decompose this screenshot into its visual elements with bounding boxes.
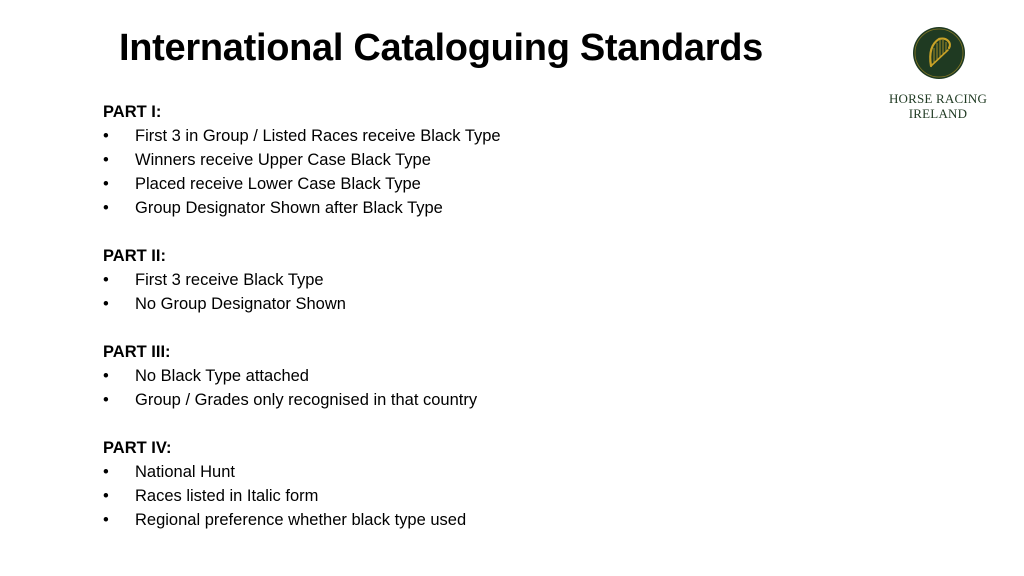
horse-racing-ireland-logo — [868, 24, 1008, 124]
section-part-iii — [103, 340, 823, 412]
bullet-icon: • — [103, 367, 109, 385]
section-heading: PART I: — [103, 103, 162, 121]
list-item — [103, 292, 823, 316]
list-item — [103, 196, 823, 220]
section-part-i — [103, 100, 823, 220]
list-item-text: First 3 receive Black Type — [135, 271, 324, 289]
list-item-text: First 3 in Group / Listed Races receive Black Type — [135, 127, 501, 145]
list-item — [103, 268, 823, 292]
bullet-icon: • — [103, 271, 109, 289]
list-item-text: Winners receive Upper Case Black Type — [135, 151, 431, 169]
list-item-text: Races listed in Italic form — [135, 487, 319, 505]
logo-text-line1: HORSE RACING — [888, 91, 988, 106]
list-item-text: Placed receive Lower Case Black Type — [135, 175, 421, 193]
content-body — [103, 100, 823, 556]
bullet-icon: • — [103, 175, 109, 193]
list-item — [103, 484, 823, 508]
list-item — [103, 460, 823, 484]
bullet-icon: • — [103, 463, 109, 481]
bullet-icon: • — [103, 127, 109, 145]
list-item — [103, 508, 823, 532]
section-part-ii — [103, 244, 823, 316]
bullet-icon: • — [103, 487, 109, 505]
list-item-text: Group Designator Shown after Black Type — [135, 199, 443, 217]
list-item — [103, 148, 823, 172]
list-item — [103, 364, 823, 388]
bullet-icon: • — [103, 151, 109, 169]
section-heading: PART III: — [103, 343, 171, 361]
section-heading: PART IV: — [103, 439, 172, 457]
bullet-icon: • — [103, 199, 109, 217]
list-item — [103, 388, 823, 412]
list-item-text: No Black Type attached — [135, 367, 309, 385]
list-item — [103, 124, 823, 148]
bullet-icon: • — [103, 295, 109, 313]
list-item-text: Group / Grades only recognised in that country — [135, 391, 478, 409]
list-item-text: National Hunt — [135, 463, 235, 481]
bullet-icon: • — [103, 391, 109, 409]
list-item-text: No Group Designator Shown — [135, 295, 346, 313]
bullet-icon: • — [103, 511, 109, 529]
section-heading: PART II: — [103, 247, 166, 265]
section-part-iv — [103, 436, 823, 532]
slide-title: International Cataloguing Standards — [119, 27, 763, 69]
list-item-text: Regional preference whether black type used — [135, 511, 467, 529]
logo-text-line2: IRELAND — [908, 106, 968, 121]
list-item — [103, 172, 823, 196]
harp-icon — [912, 26, 966, 80]
